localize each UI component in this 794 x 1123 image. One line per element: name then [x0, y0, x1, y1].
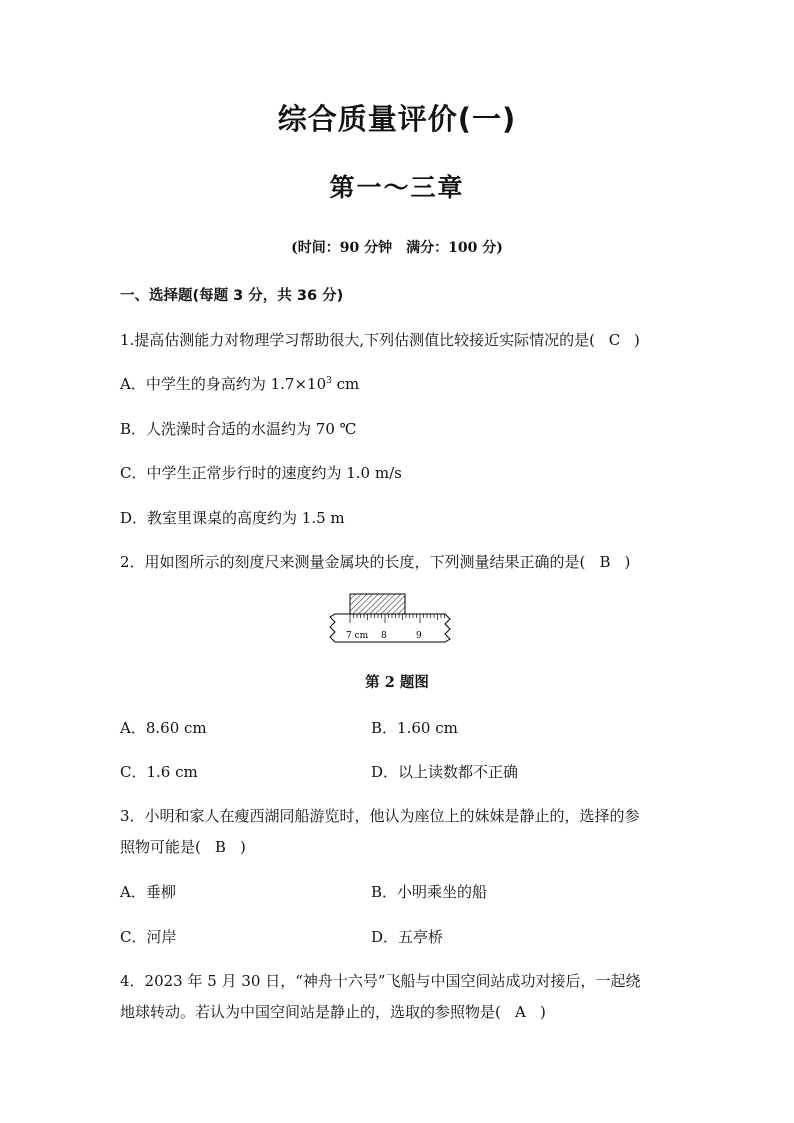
metal-block — [350, 594, 405, 614]
paren-close: ) — [239, 838, 246, 856]
option-b: B．小明乘坐的船 — [371, 883, 488, 901]
option-unit: cm — [331, 375, 360, 393]
section-heading: 一、选择题(每题 3 分，共 36 分) — [120, 288, 344, 304]
option-a — [120, 373, 359, 394]
ruler-figure — [329, 592, 453, 648]
option-c: C．中学生正常步行时的速度约为 1.0 m/s — [120, 464, 402, 482]
option-d: D．教室里课桌的高度约为 1.5 m — [120, 509, 345, 527]
page-title: 综合质量评价(一) — [277, 102, 517, 136]
answer: A — [514, 1003, 526, 1021]
page-subtitle: 第一～三章 — [329, 173, 465, 202]
answer: B — [214, 838, 226, 856]
question-3-stem-line1: 3．小明和家人在瘦西湖同船游览时，他认为座位上的妹妹是静止的，选择的参 — [120, 807, 640, 825]
question-text: 地球转动。若认为中国空间站是静止的，选取的参照物是( — [120, 1003, 501, 1021]
option-d: D．五亭桥 — [371, 928, 444, 946]
option-b: B．1.60 cm — [371, 719, 458, 737]
question-text: 1.提高估测能力对物理学习帮助很大,下列估测值比较接近实际情况的是( — [120, 331, 595, 349]
option-b: B．人洗澡时合适的水温约为 70 ℃ — [120, 420, 357, 438]
option-d: D．以上读数都不正确 — [371, 763, 519, 781]
question-4-stem-line2 — [120, 1001, 546, 1022]
question-3-stem-line2 — [120, 836, 246, 857]
answer: B — [599, 553, 611, 571]
option-c: C．河岸 — [120, 928, 177, 946]
option-a: A．垂柳 — [120, 883, 176, 901]
tick-label-7: 7 cm — [346, 631, 369, 641]
tick-label-8: 8 — [381, 631, 387, 641]
answer: C — [608, 331, 621, 349]
superscript: 3 — [326, 376, 332, 386]
paren-close: ) — [624, 553, 631, 571]
question-4-stem-line1: 4．2023 年 5 月 30 日，“神舟十六号”飞船与中国空间站成功对接后，一起绕 — [120, 972, 641, 990]
option-text: A．中学生的身高约为 1.7×10 — [120, 375, 327, 393]
option-a: A．8.60 cm — [120, 719, 207, 737]
option-c: C．1.6 cm — [120, 763, 198, 781]
question-text: 2．用如图所示的刻度尺来测量金属块的长度，下列测量结果正确的是( — [120, 553, 586, 571]
paren-close: ) — [634, 331, 640, 349]
figure-caption: 第 2 题图 — [365, 674, 429, 691]
question-1-stem — [120, 329, 640, 350]
question-2-stem — [120, 551, 630, 572]
paren-close: ) — [539, 1003, 546, 1021]
question-text: 照物可能是( — [120, 838, 201, 856]
tick-label-9: 9 — [416, 631, 422, 641]
exam-info: (时间：90 分钟 满分：100 分) — [291, 240, 503, 256]
